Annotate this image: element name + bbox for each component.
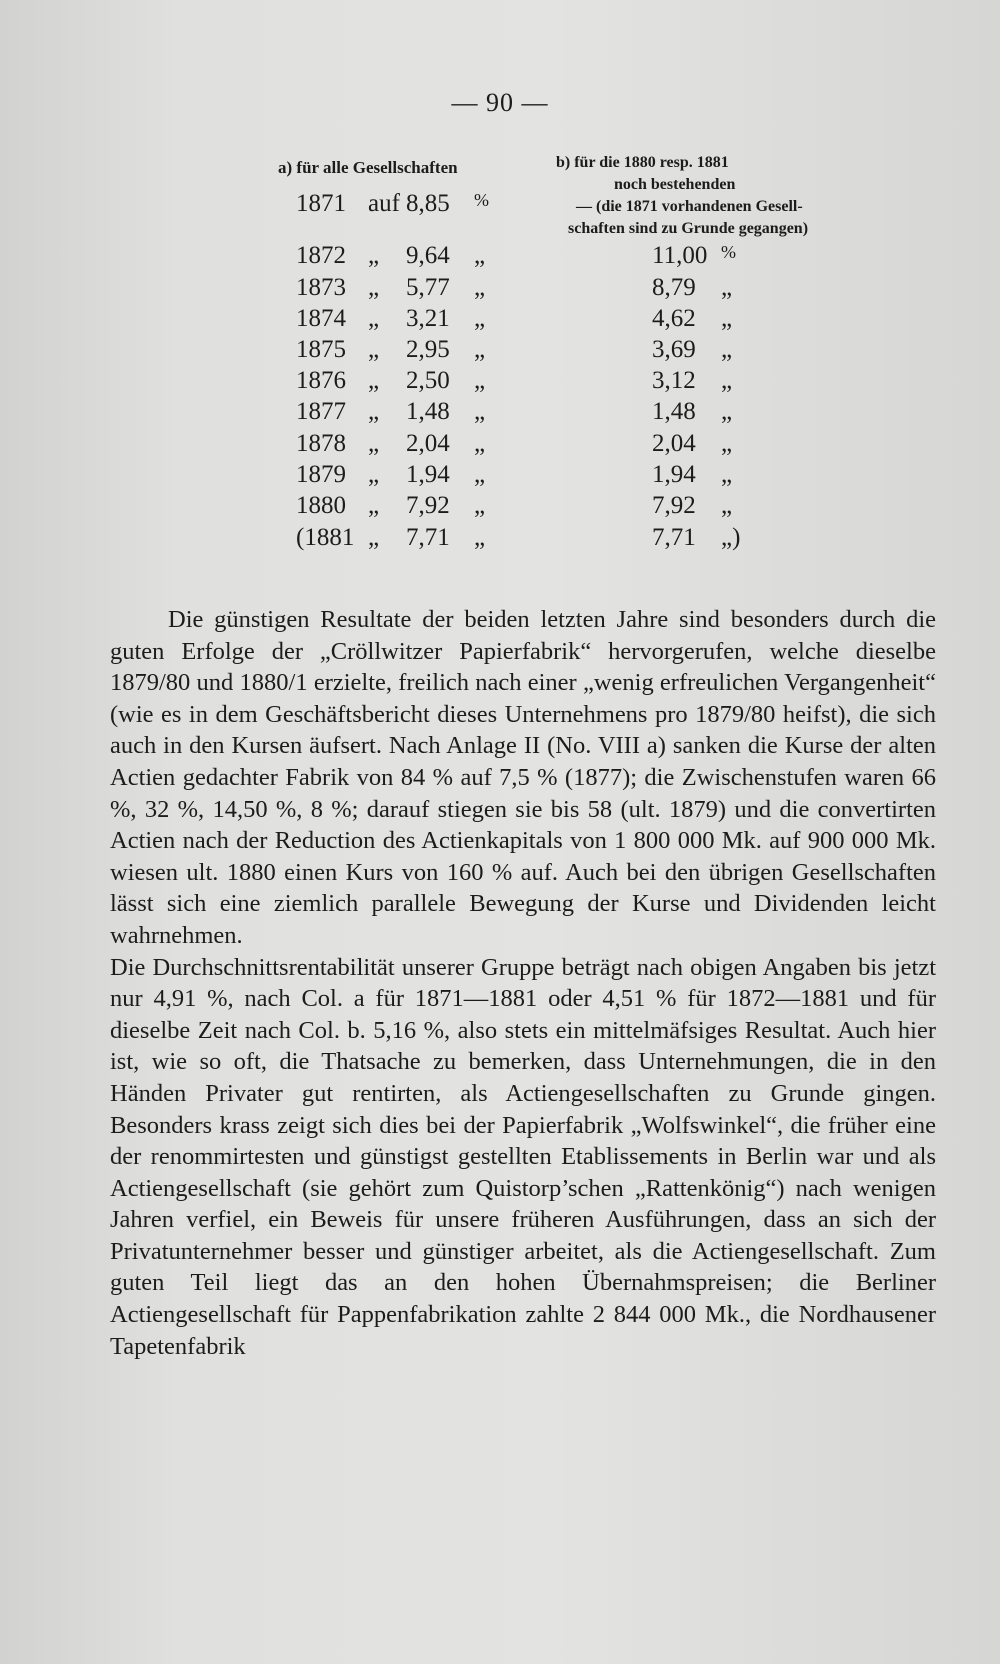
column-a-unit: „ — [474, 367, 486, 394]
year-cell: 1880 — [296, 492, 346, 519]
column-b-header — [556, 152, 916, 240]
ditto-cell: „ — [368, 367, 380, 394]
year-cell: 1878 — [296, 430, 346, 457]
year-cell: 1879 — [296, 461, 346, 488]
year-cell: 1874 — [296, 305, 346, 332]
column-a-unit: „ — [474, 274, 486, 301]
column-a-value: 8,85 — [406, 190, 450, 217]
column-b-value: 11,00 — [652, 242, 708, 269]
column-b-header-line: noch bestehenden — [614, 176, 736, 193]
column-a-value: 2,04 — [406, 430, 450, 457]
year-cell: 1875 — [296, 336, 346, 363]
column-a-unit: „ — [474, 524, 486, 551]
year-cell: 1873 — [296, 274, 346, 301]
column-a-unit: % — [474, 190, 489, 210]
column-a-unit: „ — [474, 430, 486, 457]
year-cell: 1872 — [296, 242, 346, 269]
paragraph: Die günstigen Resultate der beiden letzten Jahre sind besonders durch die guten Erfolge der „Cröllwitzer Papierfabrik“ hervorgerufen, welche dieselbe 1879/80 und 1880/1 erzielte, freilich nach einer „wenig erfreulichen Vergangenheit“ (wie es in dem Geschäftsbericht dieses Unternehmens pro 1879/80 heifst), die sich auch in den Kursen äufsert. Nach Anlage II (No. VIII a) sanken die Kurse der alten Actien gedachter Fabrik von 84 % auf 7,5 % (1877); die Zwischenstufen waren 66 %, 32 %, 14,50 %, 8 %; darauf stiegen sie bis 58 (ult. 1879) und die convertirten Actien nach der Reduction des Actienkapitals von 1 800 000 Mk. auf 900 000 Mk. wiesen ult. 1880 einen Kurs von 160 % auf. Auch bei den übrigen Gesellschaften lässt sich eine ziemlich parallele Bewegung der Kurse und Dividenden leicht wahrnehmen. — [110, 606, 936, 949]
column-a-value: 7,92 — [406, 492, 450, 519]
column-b-value: 7,71 — [652, 524, 696, 551]
column-a-value: 1,94 — [406, 461, 450, 488]
column-b-unit: „ — [721, 430, 733, 457]
column-a-value: 7,71 — [406, 524, 450, 551]
column-b-header-line: — (die 1871 vorhandenen Gesell- — [576, 198, 803, 215]
ditto-cell: „ — [368, 430, 380, 457]
year-cell: 1871 — [296, 190, 346, 217]
column-b-value: 3,12 — [652, 367, 696, 394]
column-a-unit: „ — [474, 398, 486, 425]
column-a-unit: „ — [474, 305, 486, 332]
ditto-cell: „ — [368, 305, 380, 332]
ditto-cell: „ — [368, 242, 380, 269]
column-a-value: 9,64 — [406, 242, 450, 269]
column-b-value: 2,04 — [652, 430, 696, 457]
column-a-value: 5,77 — [406, 274, 450, 301]
column-a-unit: „ — [474, 336, 486, 363]
column-a-unit: „ — [474, 492, 486, 519]
column-a-value: 2,50 — [406, 367, 450, 394]
column-b-value: 1,48 — [652, 398, 696, 425]
column-b-unit: „ — [721, 305, 733, 332]
column-a-header: a) für alle Gesellschaften — [278, 158, 458, 177]
column-b-value: 8,79 — [652, 274, 696, 301]
column-b-value: 4,62 — [652, 305, 696, 332]
column-b-unit: „ — [721, 274, 733, 301]
column-b-unit: „ — [721, 461, 733, 488]
ditto-cell: auf — [368, 190, 400, 217]
column-b-unit: „ — [721, 492, 733, 519]
column-b-unit: „ — [721, 398, 733, 425]
column-b-unit: „) — [721, 524, 741, 551]
column-b-header-line: schaften sind zu Grunde gegangen) — [568, 220, 809, 237]
ditto-cell: „ — [368, 398, 380, 425]
column-b-unit: „ — [721, 367, 733, 394]
ditto-cell: „ — [368, 274, 380, 301]
column-a-value: 2,95 — [406, 336, 450, 363]
column-a-value: 1,48 — [406, 398, 450, 425]
year-cell: (1881 — [296, 524, 355, 551]
column-b-unit: „ — [721, 336, 733, 363]
year-cell: 1877 — [296, 398, 346, 425]
year-cell: 1876 — [296, 367, 346, 394]
column-a-value: 3,21 — [406, 305, 450, 332]
column-a-unit: „ — [474, 242, 486, 269]
page-number: — 90 — — [451, 88, 549, 117]
column-b-header-line: b) für die 1880 resp. 1881 — [556, 154, 729, 171]
column-a-unit: „ — [474, 461, 486, 488]
body-text — [110, 604, 936, 1362]
column-b-value: 3,69 — [652, 336, 696, 363]
ditto-cell: „ — [368, 524, 380, 551]
ditto-cell: „ — [368, 336, 380, 363]
column-b-unit: % — [721, 242, 736, 262]
column-b-value: 1,94 — [652, 461, 696, 488]
ditto-cell: „ — [368, 461, 380, 488]
paragraph: Die Durchschnittsrentabilität unserer Gruppe beträgt nach obigen Angaben bis jetzt nur 4,91 %, nach Col. a für 1871—1881 oder 4,51 % für 1872—1881 und für dieselbe Zeit nach Col. b. 5,16 %, also stets ein mittelmäfsiges Resultat. Auch hier ist, wie so oft, die Thatsache zu bemerken, dass Unternehmungen, die in den Händen Privater gut rentirten, als Actiengesellschaften zu Grunde gingen. Besonders krass zeigt sich dies bei der Papierfabrik „Wolfswinkel“, die früher eine der renommirtesten und günstigst gestellten Etablissements in Berlin war und als Actiengesellschaft (sie gehört zum Quistorp’schen „Rattenkönig“) nach wenigen Jahren verfiel, ein Beweis für unsere früheren Ausführungen, dass an sich der Privatunternehmer besser und günstiger arbeitet, als die Actiengesellschaft. Zum guten Teil liegt das an den hohen Übernahmspreisen; die Berliner Actiengesellschaft für Pappenfabrikation zahlte 2 844 000 Mk., die Nordhausener Tapetenfabrik — [110, 953, 936, 1360]
column-b-value: 7,92 — [652, 492, 696, 519]
ditto-cell: „ — [368, 492, 380, 519]
